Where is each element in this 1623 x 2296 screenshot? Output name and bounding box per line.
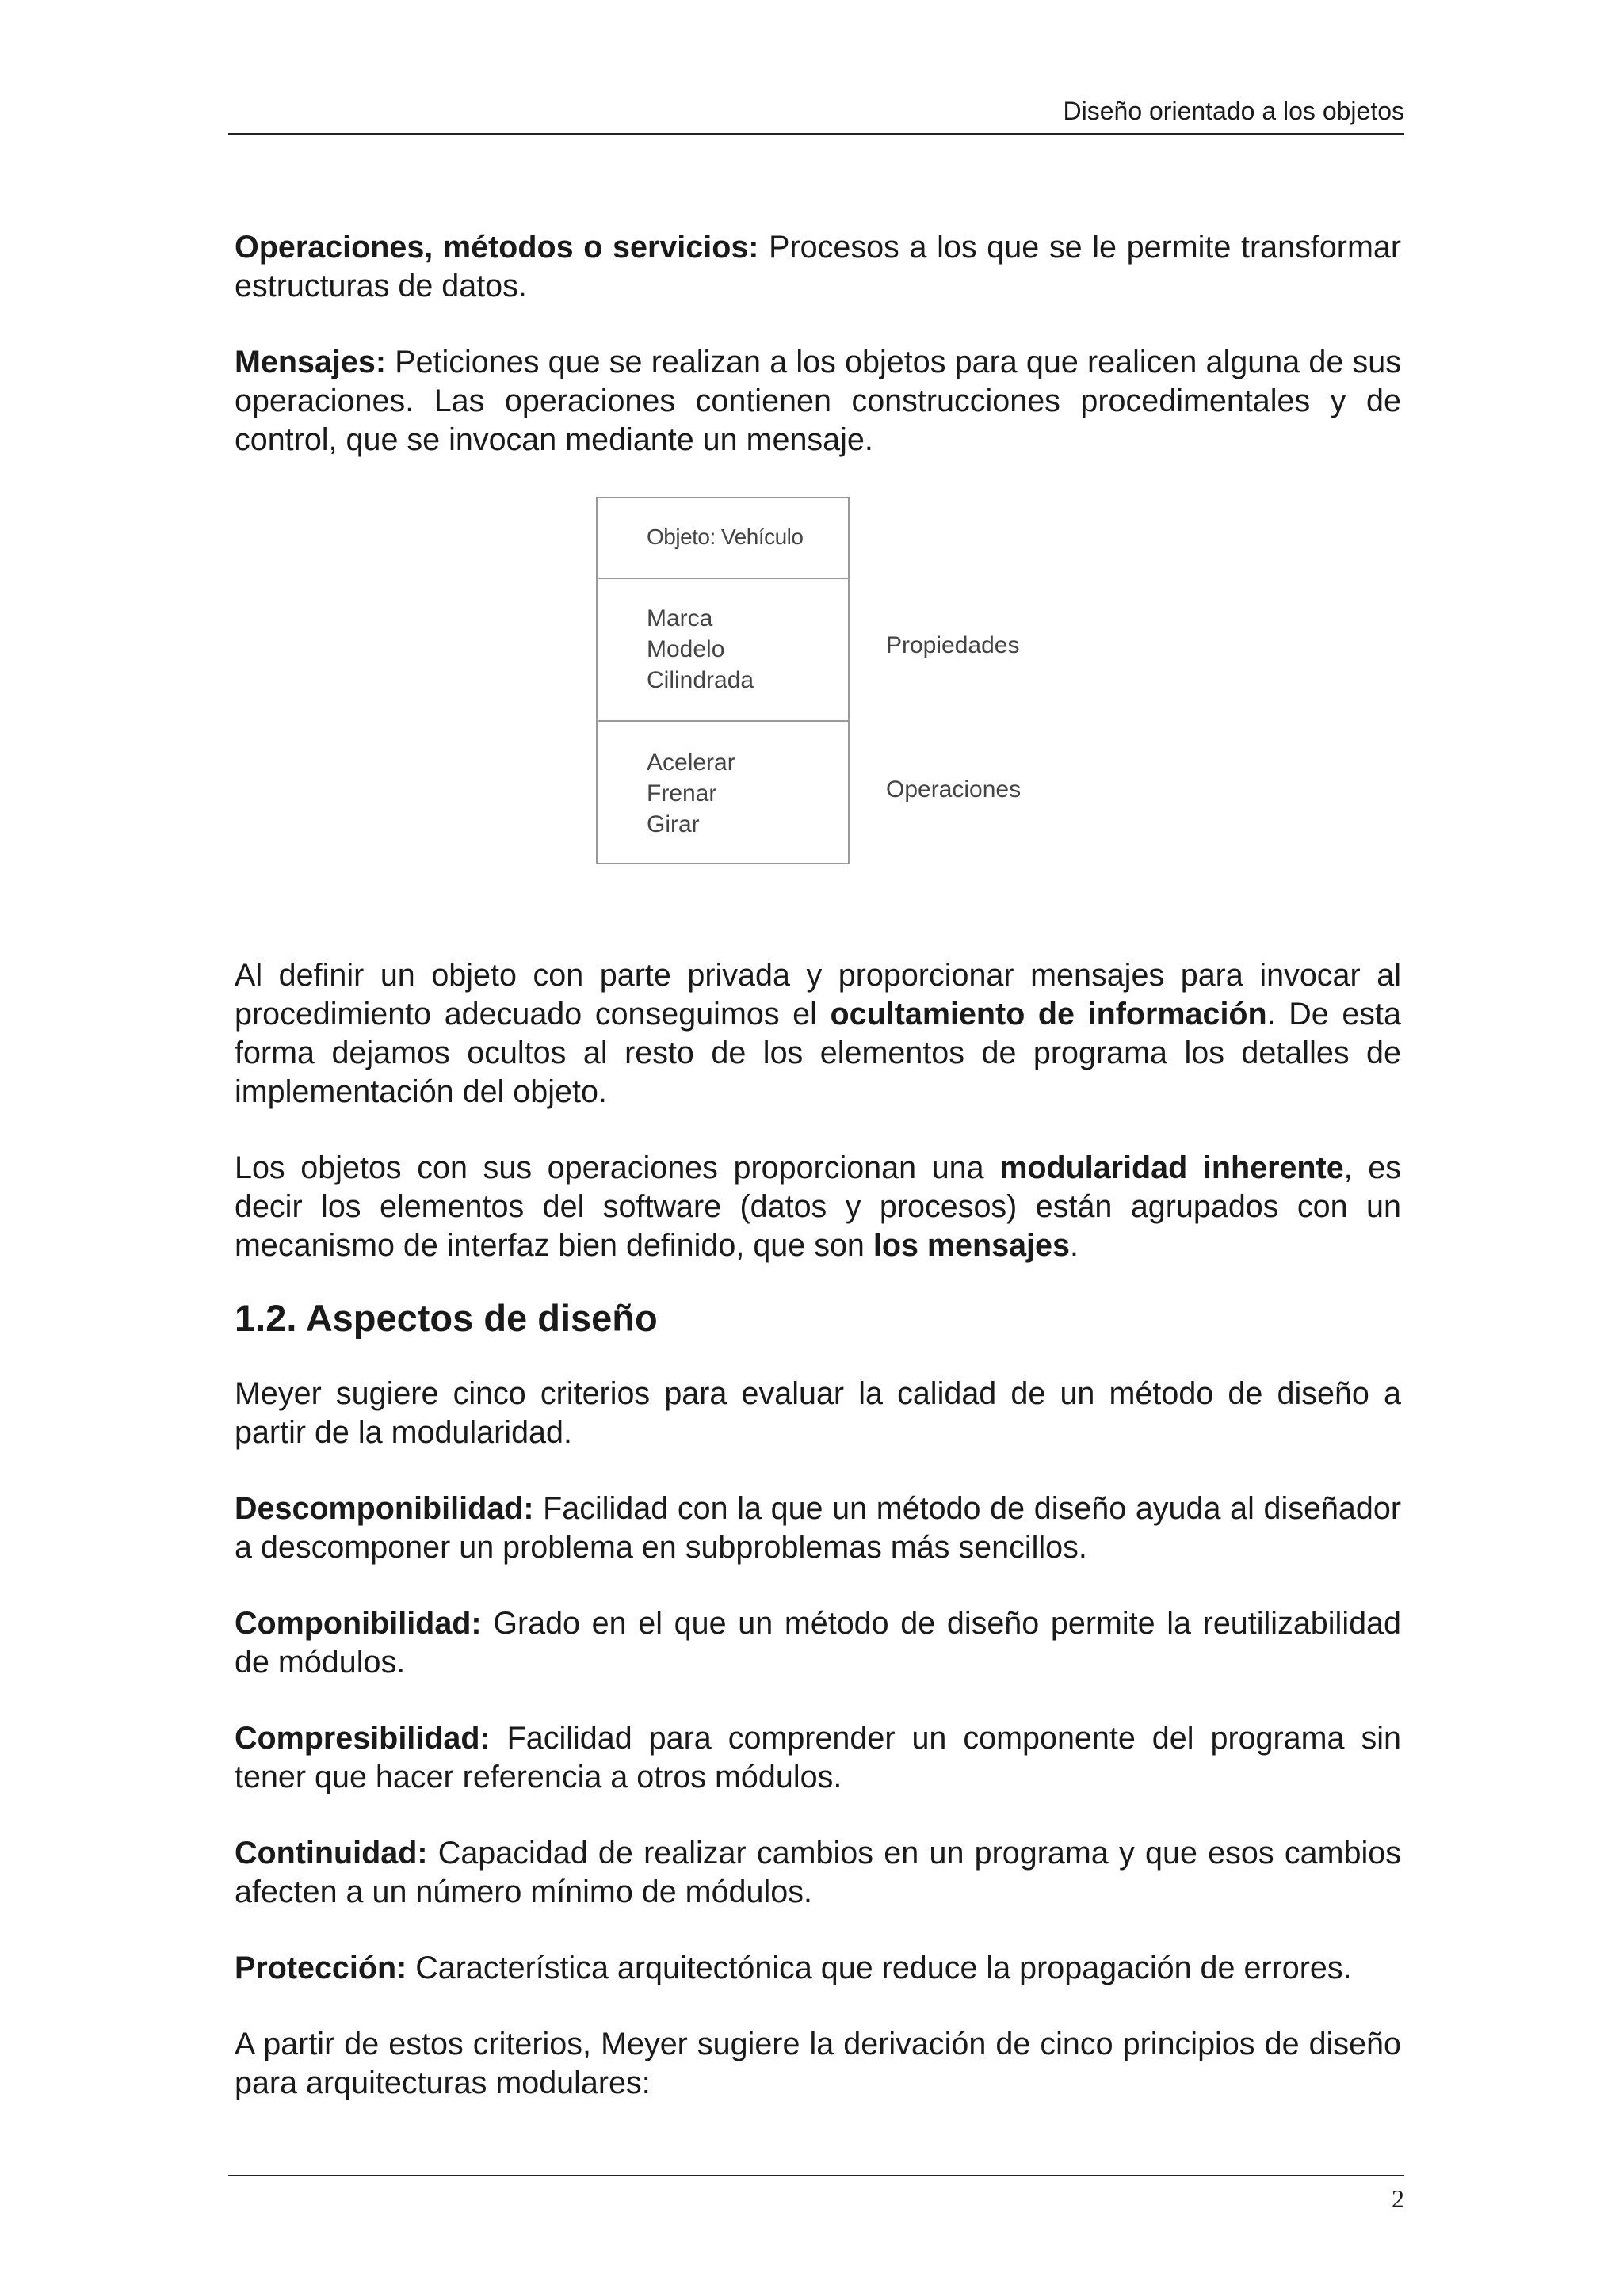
paragraph-ocultamiento	[235, 956, 1401, 1112]
object-title: Objeto: Vehículo	[647, 524, 804, 549]
criterion-term: Componibilidad:	[235, 1606, 482, 1641]
definition-mensajes: Peticiones que se realizan a los objetos para que realicen alguna de sus operaciones. Las operaciones contienen construcciones procedimentales y de control, que se invocan mediante un mensaje.	[235, 345, 1401, 457]
operations-label: Operaciones	[886, 776, 1022, 803]
operation-item: Frenar	[647, 780, 717, 807]
paragraph-operaciones	[235, 228, 1401, 306]
criterion-term: Continuidad:	[235, 1836, 428, 1871]
footer-rule	[228, 2175, 1404, 2176]
running-header: Diseño orientado a los objetos	[1063, 97, 1404, 125]
paragraph-closing: A partir de estos criterios, Meyer sugiere la derivación de cinco principios de diseño para arquitecturas modulares:	[235, 2027, 1401, 2100]
page-body	[235, 228, 1401, 2103]
criterion-descomponibilidad	[235, 1489, 1401, 1567]
term-mensajes: Mensajes:	[235, 345, 387, 379]
criterion-text: Capacidad de realizar cambios en un programa y que esos cambios afecten a un número mínimo de módulos.	[235, 1836, 1401, 1909]
object-title-cell	[598, 498, 848, 579]
criterion-text: Facilidad para comprender un componente del programa sin tener que hacer referencia a otros módulos.	[235, 1721, 1401, 1794]
criterion-componibilidad	[235, 1604, 1401, 1682]
criterion-term: Protección:	[235, 1951, 407, 1985]
properties-label: Propiedades	[886, 632, 1020, 658]
header-rule	[228, 133, 1404, 135]
property-item: Modelo	[647, 636, 725, 662]
criterion-text: Característica arquitectónica que reduce la propagación de errores.	[407, 1951, 1352, 1985]
operation-item: Acelerar	[647, 749, 735, 776]
operations-list	[647, 747, 735, 840]
properties-cell	[598, 579, 848, 722]
term-mensajes-bold: los mensajes	[873, 1228, 1070, 1263]
criterion-text: Facilidad con la que un método de diseño ayuda al diseñador a descomponer un problema en subproblemas más sencillos.	[235, 1491, 1401, 1565]
term-operaciones: Operaciones, métodos o servicios:	[235, 230, 759, 265]
object-box	[596, 497, 850, 864]
properties-list	[647, 603, 754, 696]
definition-operaciones: Procesos a los que se le permite transformar estructuras de datos.	[235, 230, 1401, 303]
criterion-term: Compresibilidad:	[235, 1721, 491, 1756]
operation-item: Girar	[647, 811, 700, 837]
object-diagram	[596, 497, 1040, 869]
criterion-term: Descomponibilidad:	[235, 1491, 534, 1526]
term-modularidad: modularidad inherente	[999, 1150, 1344, 1185]
property-item: Marca	[647, 605, 713, 631]
criterion-proteccion	[235, 1949, 1401, 1988]
text-run: Los objetos con sus operaciones proporcionan una	[235, 1150, 1000, 1185]
text-run: Al definir un objeto con parte privada y proporcionar mensajes para invocar al procedimiento adecuado conseguimos el	[235, 958, 1401, 1032]
criterion-continuidad	[235, 1834, 1401, 1912]
property-item: Cilindrada	[647, 667, 754, 693]
paragraph-mensajes	[235, 343, 1401, 460]
text-run: , es decir los elementos del software (datos y procesos) están agrupados con un mecanismo de interfaz bien definido, que son	[235, 1150, 1401, 1263]
operations-cell	[598, 723, 848, 864]
text-run: . De esta forma dejamos ocultos al resto de los elementos de programa los detalles de implementación del objeto.	[235, 997, 1402, 1109]
section-heading: 1.2. Aspectos de diseño	[235, 1297, 658, 1339]
term-ocultamiento: ocultamiento de información	[830, 997, 1267, 1032]
criterion-text: Grado en el que un método de diseño permite la reutilizabilidad de módulos.	[235, 1606, 1401, 1680]
criterion-compresibilidad	[235, 1719, 1401, 1797]
text-run: .	[1069, 1228, 1079, 1263]
paragraph-intro: Meyer sugiere cinco criterios para evaluar la calidad de un método de diseño a partir de la modularidad.	[235, 1376, 1401, 1450]
paragraph-modularidad	[235, 1149, 1401, 1265]
page-number: 2	[1392, 2184, 1404, 2213]
